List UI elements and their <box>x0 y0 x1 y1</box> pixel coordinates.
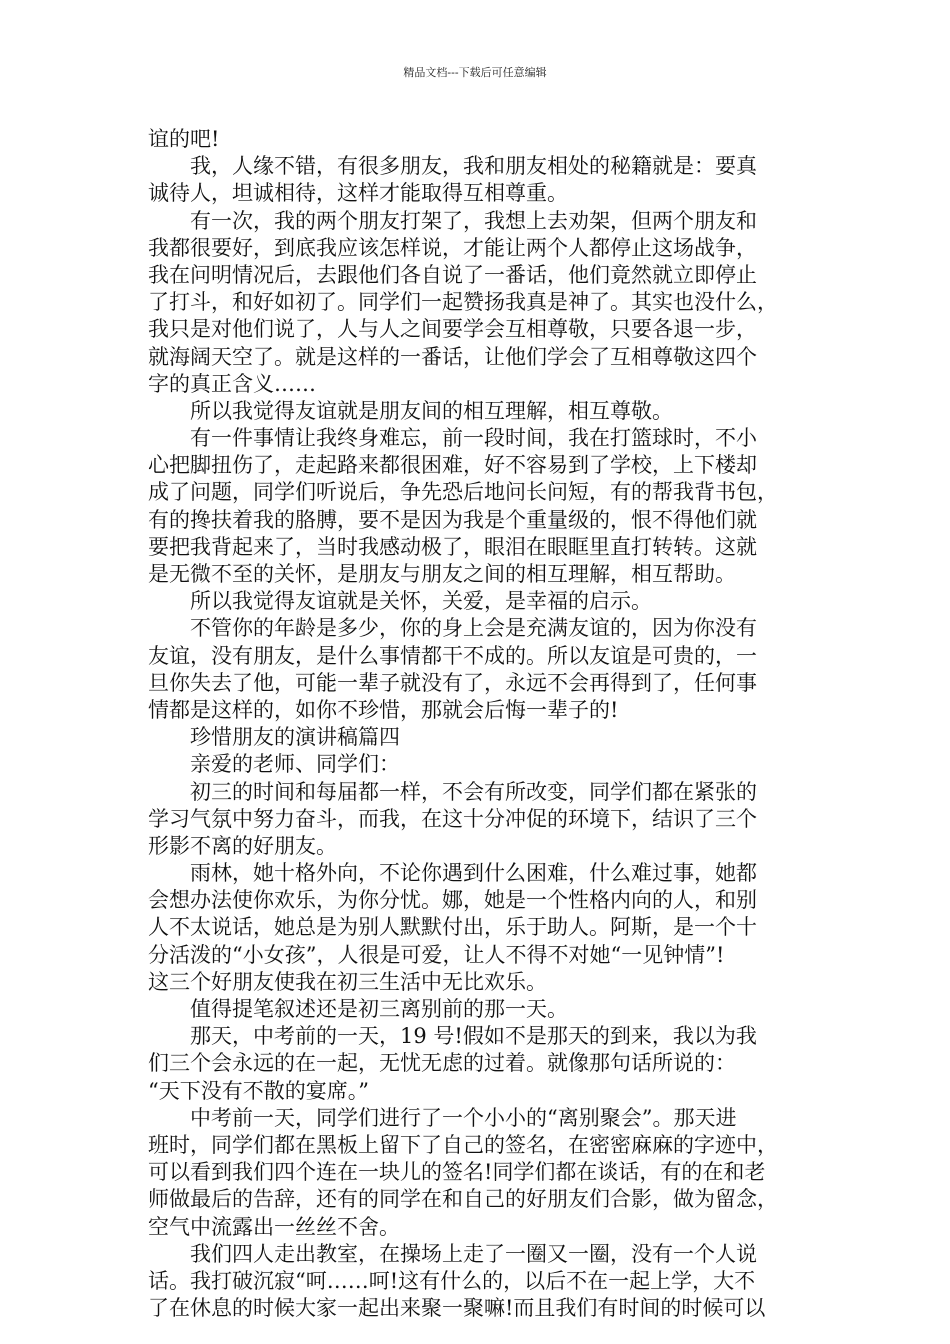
text-line: 分活泼的“小女孩”，人很是可爱，让人不得不对她“一见钟情”! <box>148 942 725 967</box>
text-line: 成了问题，同学们听说后，争先恐后地问长问短，有的帮我背书包， <box>148 480 778 505</box>
text-line: 有的搀扶着我的胳膊，要不是因为我是个重量级的，恨不得他们就 <box>148 507 757 532</box>
text-line: 就海阔天空了。就是这样的一番话，让他们学会了互相尊敬这四个 <box>148 344 757 369</box>
text-line: 我们四人走出教室，在操场上走了一圈又一圈，没有一个人说 <box>190 1241 757 1266</box>
text-line: 中考前一天，同学们进行了一个小小的“离别聚会”。那天进 <box>190 1105 737 1130</box>
text-line: 所以我觉得友谊就是关怀，关爱，是幸福的启示。 <box>190 589 652 614</box>
text-line: 有一次，我的两个朋友打架了，我想上去劝架，但两个朋友和 <box>190 208 757 233</box>
text-line: 珍惜朋友的演讲稿篇四 <box>190 725 400 750</box>
document-body <box>148 126 814 1322</box>
text-line: 友谊，没有朋友，是什么事情都干不成的。所以友谊是可贵的，一 <box>148 643 757 668</box>
text-line: 话。我打破沉寂“呵……呵!这有什么的，以后不在一起上学，大不 <box>148 1268 756 1293</box>
text-line: 班时，同学们都在黑板上留下了自己的签名，在密密麻麻的字迹中， <box>148 1132 778 1157</box>
text-line: 这三个好朋友使我在初三生活中无比欢乐。 <box>148 969 547 994</box>
text-line: 了打斗，和好如初了。同学们一起赞扬我真是神了。其实也没什么， <box>148 290 778 315</box>
text-line: 师做最后的告辞，还有的同学在和自己的好朋友们合影，做为留念， <box>148 1187 778 1212</box>
text-line: 旦你失去了他，可能一辈子就没有了，永远不会再得到了，任何事 <box>148 670 757 695</box>
text-line: 心把脚扭伤了，走起路来都很困难，好不容易到了学校，上下楼却 <box>148 453 757 478</box>
text-line: 可以看到我们四个连在一块儿的签名!同学们都在谈话，有的在和老 <box>148 1160 766 1185</box>
text-line: 值得提笔叙述还是初三离别前的那一天。 <box>190 997 568 1021</box>
text-line: 会想办法使你欢乐，为你分忧。娜，她是一个性格内向的人，和别 <box>148 888 757 913</box>
text-line: 亲爱的老师、同学们： <box>190 752 400 777</box>
text-line: 了在休息的时候大家一起出来聚一聚嘛!而且我们有时间的时候可以 <box>148 1296 766 1321</box>
text-line: 们三个会永远的在一起，无忧无虑的过着。就像那句话所说的： <box>148 1051 736 1076</box>
text-line: 要把我背起来了，当时我感动极了，眼泪在眼眶里直打转转。这就 <box>148 534 757 559</box>
text-line: 空气中流露出一丝丝不舍。 <box>148 1214 400 1239</box>
text-line: 我，人缘不错，有很多朋友，我和朋友相处的秘籍就是：要真 <box>190 154 757 179</box>
page-header: 精品文档---下载后可任意编辑 <box>403 66 547 79</box>
text-line: 那天，中考前的一天，19 号!假如不是那天的到来，我以为我 <box>190 1024 757 1049</box>
text-line: 我在问明情况后，去跟他们各自说了一番话，他们竟然就立即停止 <box>148 262 757 287</box>
text-line: 是无微不至的关怀，是朋友与朋友之间的相互理解，相互帮助。 <box>148 562 736 586</box>
text-line: 我都很要好，到底我应该怎样说，才能让两个人都停止这场战争， <box>148 235 757 260</box>
text-line: 我只是对他们说了，人与人之间要学会互相尊敬，只要各退一步， <box>148 317 757 342</box>
text-line: “天下没有不散的宴席。” <box>148 1078 369 1103</box>
text-line: 字的真正含义…… <box>148 371 316 396</box>
text-line: 学习气氛中努力奋斗，而我，在这十分冲促的环境下，结识了三个 <box>148 806 757 831</box>
text-line: 初三的时间和每届都一样，不会有所改变，同学们都在紧张的 <box>190 779 757 804</box>
text-line: 所以我觉得友谊就是朋友间的相互理解，相互尊敬。 <box>190 398 673 423</box>
text-line: 谊的吧! <box>148 127 220 151</box>
text-line: 诚待人，坦诚相待，这样才能取得互相尊重。 <box>148 181 568 206</box>
text-line: 雨林，她十格外向，不论你遇到什么困难，什么难过事，她都 <box>190 861 757 886</box>
text-line: 人不太说话，她总是为别人默默付出，乐于助人。阿斯，是一个十 <box>148 915 757 940</box>
text-line: 情都是这样的，如你不珍惜，那就会后悔一辈子的! <box>148 697 619 722</box>
text-line: 有一件事情让我终身难忘，前一段时间，我在打篮球时，不小 <box>190 426 757 451</box>
text-line: 形影不离的好朋友。 <box>148 833 337 858</box>
text-line: 不管你的年龄是多少，你的身上会是充满友谊的，因为你没有 <box>190 616 757 641</box>
